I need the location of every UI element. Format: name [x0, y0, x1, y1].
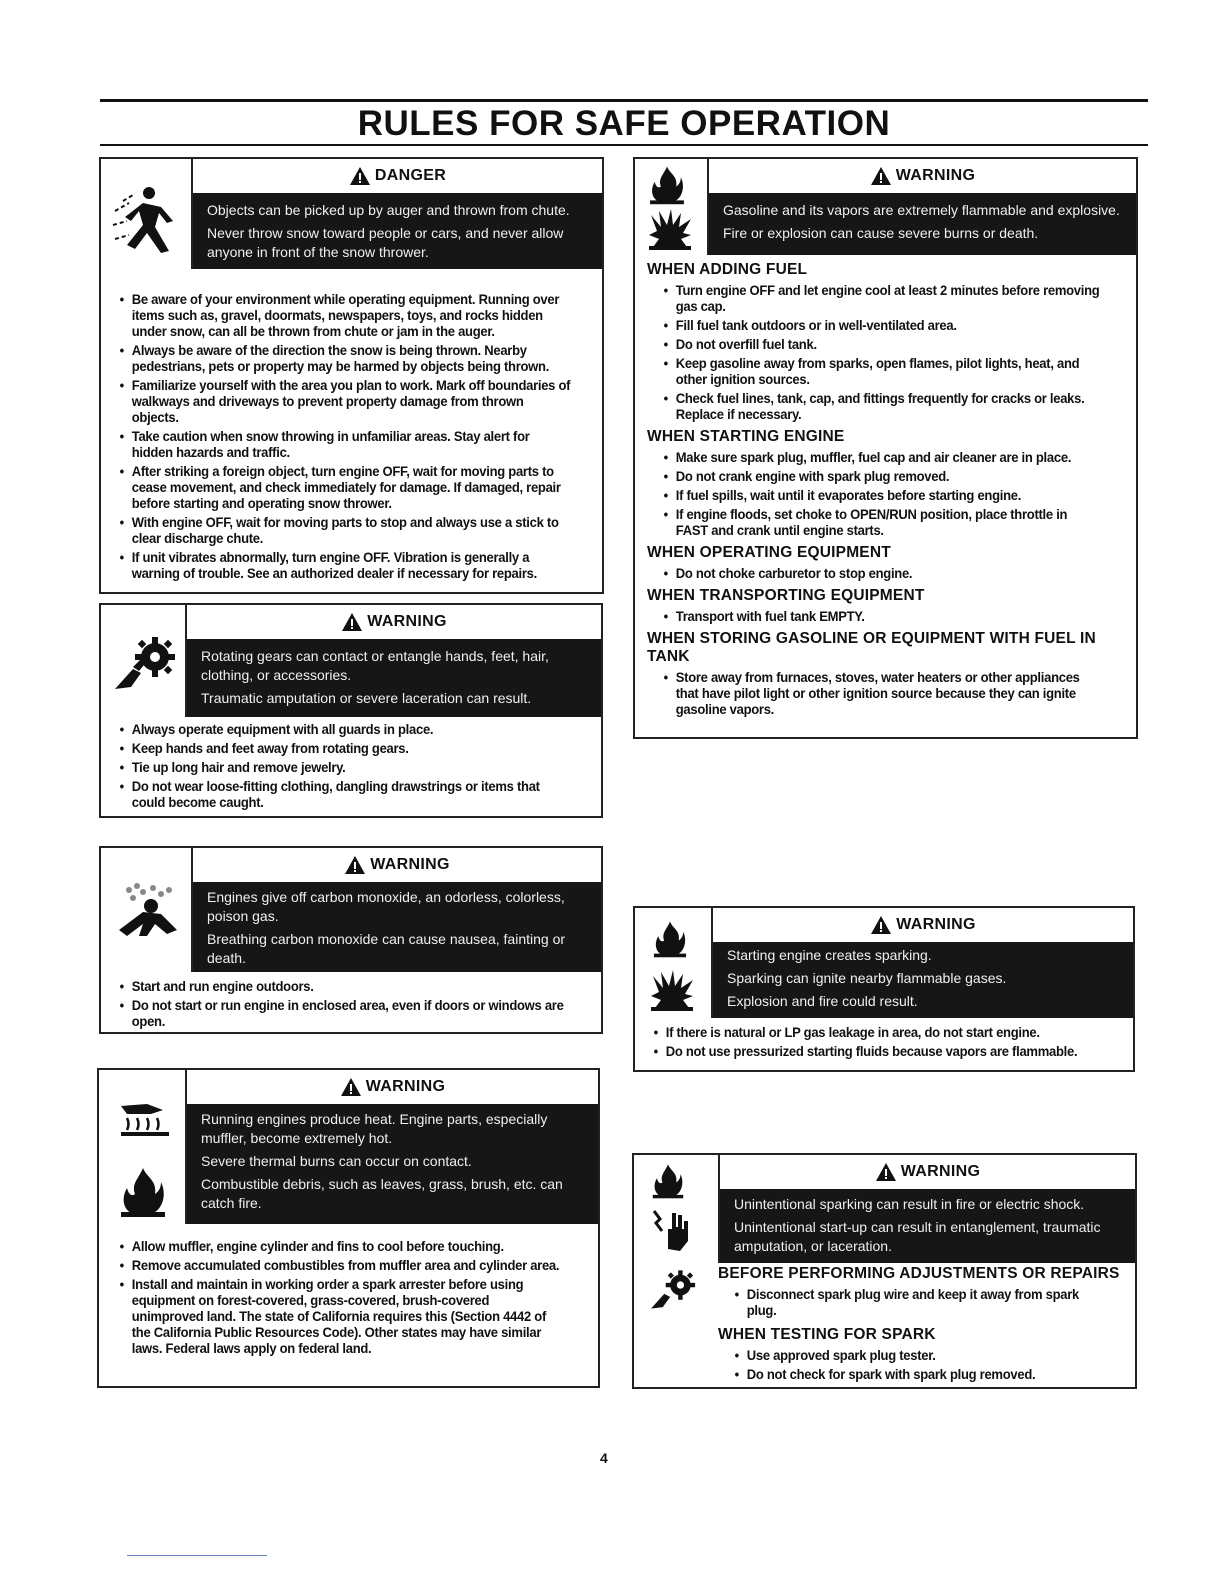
- bullet-item: • Be aware of your environment while operating equipment. Running over items such as, gravel, doormats, newspapers, toys, and rocks hidden under snow, can all be thrown from chute or jam in the auger.: [115, 291, 571, 339]
- fuel-section: [647, 587, 1135, 624]
- bullet-item: • Store away from furnaces, stoves, water heaters or other appliances that have pilot light or other ignition source because they can ignite gasoline vapors.: [659, 669, 1102, 717]
- fuel-section: [647, 428, 1135, 538]
- alert-line: Unintentional sparking can result in fire or electric shock.: [734, 1196, 1085, 1212]
- spark-header: [711, 908, 1133, 1018]
- bullet-item: • Do not crank engine with spark plug removed.: [659, 468, 1102, 484]
- carbon-monoxide-box: [99, 846, 603, 1034]
- bullet-item: • Always operate equipment with all guards in place.: [115, 721, 569, 737]
- gears-header: [185, 605, 601, 717]
- bullet-item: • If there is natural or LP gas leakage in area, do not start engine.: [649, 1024, 1101, 1040]
- bullet-item: • Tie up long hair and remove jewelry.: [115, 759, 569, 775]
- explosion-icon: [649, 970, 695, 1012]
- alert-line: Explosion and fire could result.: [727, 993, 918, 1009]
- section-heading: WHEN ADDING FUEL: [647, 261, 808, 278]
- warning-triangle-icon: [870, 915, 892, 935]
- bullet-item: • If fuel spills, wait until it evaporates before starting engine.: [659, 487, 1102, 503]
- signal-word: WARNING: [900, 1163, 981, 1180]
- co-bullets: [115, 978, 603, 1029]
- bullet-item: • Remove accumulated combustibles from muffler area and cylinder area.: [115, 1257, 563, 1273]
- spark-alert-panel: [713, 942, 1133, 1018]
- danger-box: [99, 157, 604, 594]
- bullet-item: • Do not choke carburetor to stop engine.: [659, 565, 1102, 581]
- bullet-item: • Check fuel lines, tank, cap, and fittings frequently for cracks or leaks. Replace if necessary.: [659, 390, 1102, 422]
- co-alert-panel: [193, 882, 601, 972]
- rotating-gears-icon: [111, 627, 187, 695]
- bullet-item: • If unit vibrates abnormally, turn engine OFF. Vibration is generally a warning of trouble. See an authorized dealer if necessary for repairs.: [115, 549, 571, 581]
- thrown-object-icon: [109, 181, 185, 257]
- bullet-item: • Do not overfill fuel tank.: [659, 336, 1102, 352]
- warning-triangle-icon: [341, 612, 363, 632]
- toxic-fumes-icon: [113, 880, 183, 940]
- bullet-item: • Do not wear loose-fitting clothing, dangling drawstrings or items that could become caught.: [115, 778, 569, 810]
- fuel-warning-box: [633, 157, 1138, 739]
- title-rule: [100, 144, 1148, 146]
- gears-alert-panel: [187, 639, 601, 717]
- alert-line: Combustible debris, such as leaves, grass, brush, etc. can catch fire.: [201, 1176, 563, 1211]
- fuel-section: [647, 544, 1135, 581]
- section-heading: WHEN TESTING FOR SPARK: [718, 1326, 936, 1343]
- bullet-item: • Do not start or run engine in enclosed area, even if doors or windows are open.: [115, 997, 569, 1029]
- signal-word: WARNING: [365, 1078, 446, 1095]
- footer-link-line: [127, 1555, 267, 1556]
- section-heading: WHEN OPERATING EQUIPMENT: [647, 544, 891, 561]
- bullet-item: • If engine floods, set choke to OPEN/RUN position, place throttle in FAST and crank until engine starts.: [659, 506, 1102, 538]
- danger-header: [191, 159, 602, 269]
- electric-shock-icon: [650, 1205, 690, 1253]
- section-heading: WHEN STORING GASOLINE OR EQUIPMENT WITH FUEL IN TANK: [647, 630, 1096, 665]
- signal-word: WARNING: [896, 916, 976, 933]
- fire-icon: [647, 165, 687, 205]
- danger-alert-panel: [193, 193, 602, 269]
- page-title: RULES FOR SAFE OPERATION: [357, 104, 891, 143]
- gears-warning-box: [99, 603, 603, 818]
- bullet-item: • Use approved spark plug tester.: [730, 1347, 1108, 1363]
- repairs-alert-panel: [720, 1189, 1135, 1263]
- explosion-icon: [647, 209, 693, 251]
- fuel-sections: [647, 255, 1135, 717]
- bullet-item: • Transport with fuel tank EMPTY.: [659, 608, 1102, 624]
- bullet-item: • With engine OFF, wait for moving parts to stop and always use a stick to clear discharge chute.: [115, 514, 571, 546]
- fire-icon: [119, 1166, 167, 1218]
- bullet-item: • Familiarize yourself with the area you plan to work. Mark off boundaries of walkways and driveways to prevent property damage from thrown objects.: [115, 377, 571, 425]
- bullet-item: • Always be aware of the direction the snow is being thrown. Nearby pedestrians, pets or property may be harmed by objects being thrown.: [115, 342, 571, 374]
- alert-line: Engines give off carbon monoxide, an odorless, colorless, poison gas.: [207, 889, 565, 924]
- bullet-item: • Do not check for spark with spark plug removed.: [730, 1366, 1108, 1382]
- bullet-item: • Start and run engine outdoors.: [115, 978, 569, 994]
- alert-line: Fire or explosion can cause severe burns or death.: [723, 225, 1039, 241]
- co-header: [191, 848, 601, 972]
- fuel-section: [647, 630, 1135, 717]
- top-rule: [100, 99, 1148, 102]
- fuel-header: [707, 159, 1136, 255]
- bullet-item: • Keep gasoline away from sparks, open flames, pilot lights, heat, and other ignition sources.: [659, 355, 1102, 387]
- alert-line: Starting engine creates sparking.: [727, 947, 932, 963]
- heat-bullets: [115, 1238, 597, 1356]
- signal-word: WARNING: [367, 613, 447, 630]
- alert-line: Rotating gears can contact or entangle hands, feet, hair, clothing, or accessories.: [201, 648, 549, 683]
- bullet-item: • Take caution when snow throwing in unfamiliar areas. Stay alert for hidden hazards and traffic.: [115, 428, 571, 460]
- alert-line: Breathing carbon monoxide can cause nausea, fainting or death.: [207, 931, 566, 966]
- signal-word: WARNING: [370, 856, 450, 873]
- hot-surface-box: [97, 1068, 600, 1388]
- section-heading: BEFORE PERFORMING ADJUSTMENTS OR REPAIRS: [718, 1265, 1120, 1282]
- bullet-item: • Install and maintain in working order a spark arrester before using equipment on forest-covered, grass-covered, brush-covered unimproved land. The state of California requires this (Section 4442 of the California Public Resources Code). Other states may have similar laws. Federal laws apply on federal land.: [115, 1276, 563, 1356]
- alert-line: Objects can be picked up by auger and thrown from chute.: [207, 202, 570, 218]
- heat-header: [185, 1070, 598, 1224]
- spark-bullets: [649, 1024, 1135, 1059]
- bullet-item: • Allow muffler, engine cylinder and fins to cool before touching.: [115, 1238, 563, 1254]
- alert-line: Gasoline and its vapors are extremely flammable and explosive.: [723, 202, 1120, 218]
- alert-line: Sparking can ignite nearby flammable gases.: [727, 970, 1007, 986]
- hot-surface-icon: [117, 1100, 173, 1140]
- warning-triangle-icon: [870, 166, 892, 186]
- rotating-gears-icon: [648, 1263, 704, 1313]
- alert-line: Unintentional start-up can result in entanglement, traumatic amputation, or laceration.: [734, 1219, 1101, 1254]
- section-heading: WHEN TRANSPORTING EQUIPMENT: [647, 587, 925, 604]
- bullet-item: • Disconnect spark plug wire and keep it away from spark plug.: [730, 1286, 1108, 1318]
- bullet-item: • After striking a foreign object, turn engine OFF, wait for moving parts to cease movement, and check immediately for damage. If damaged, repair before starting and operating snow thrower.: [115, 463, 571, 511]
- section-heading: WHEN STARTING ENGINE: [647, 428, 845, 445]
- sparking-warning-box: [633, 906, 1135, 1072]
- heat-alert-panel: [187, 1104, 598, 1224]
- alert-line: Severe thermal burns can occur on contact.: [201, 1153, 472, 1169]
- warning-triangle-icon: [340, 1077, 362, 1097]
- fire-icon: [651, 920, 689, 958]
- bullet-item: • Fill fuel tank outdoors or in well-ventilated area.: [659, 317, 1102, 333]
- repairs-sections: [718, 1265, 1136, 1382]
- signal-word: WARNING: [895, 167, 976, 184]
- repairs-section: [718, 1326, 1136, 1382]
- bullet-item: • Do not use pressurized starting fluids because vapors are flammable.: [649, 1043, 1101, 1059]
- warning-triangle-icon: [875, 1162, 897, 1182]
- repairs-section: [718, 1265, 1136, 1318]
- bullet-item: • Make sure spark plug, muffler, fuel cap and air cleaner are in place.: [659, 449, 1102, 465]
- fuel-alert-panel: [709, 193, 1136, 255]
- gears-bullets: [115, 721, 603, 810]
- alert-line: Never throw snow toward people or cars, and never allow anyone in front of the snow thrower.: [207, 225, 564, 260]
- page-number: 4: [600, 1450, 608, 1466]
- fire-icon: [650, 1163, 686, 1199]
- fuel-section: [647, 261, 1135, 422]
- warning-triangle-icon: [349, 166, 371, 186]
- signal-word: DANGER: [374, 167, 447, 184]
- alert-line: Traumatic amputation or severe laceration can result.: [201, 690, 532, 706]
- bullet-item: • Turn engine OFF and let engine cool at least 2 minutes before removing gas cap.: [659, 282, 1102, 314]
- repairs-header: [718, 1155, 1135, 1263]
- danger-bullets: [115, 291, 605, 581]
- warning-triangle-icon: [344, 855, 366, 875]
- bullet-item: • Keep hands and feet away from rotating gears.: [115, 740, 569, 756]
- repairs-warning-box: [632, 1153, 1137, 1389]
- alert-line: Running engines produce heat. Engine parts, especially muffler, become extremely hot.: [201, 1111, 548, 1146]
